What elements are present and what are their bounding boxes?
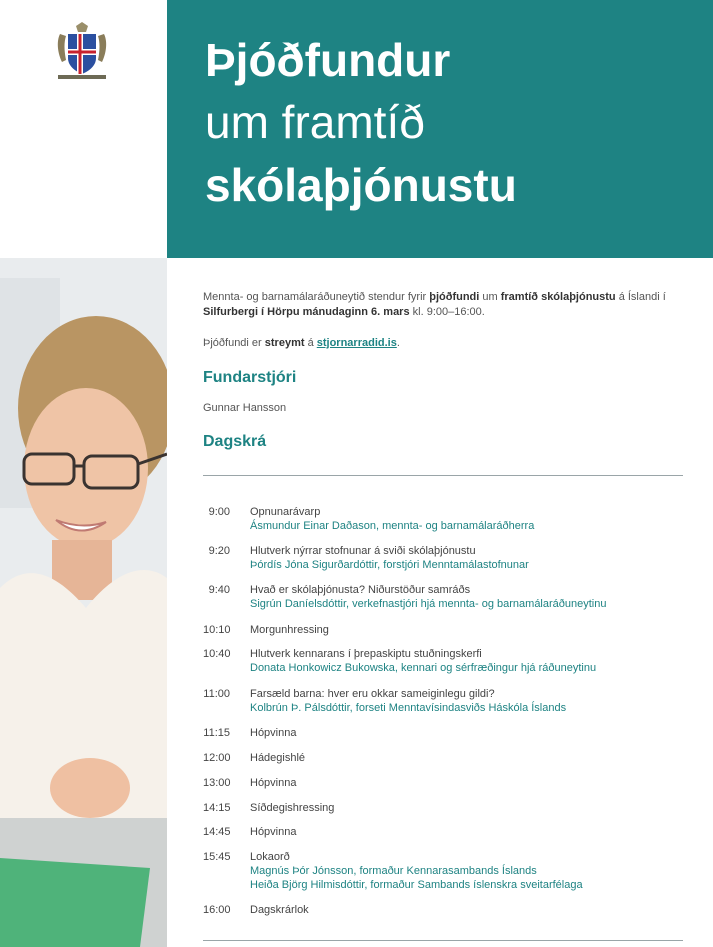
title-line-3: skólaþjónustu	[205, 159, 517, 211]
intro-paragraph-1	[203, 290, 683, 320]
intro-text-segment: kl. 9:00–16:00.	[409, 306, 485, 318]
agenda-time: 10:40	[203, 648, 231, 660]
main-content	[203, 290, 683, 916]
intro-text-segment: Þjóðfundi er	[203, 337, 265, 349]
agenda-title: Hópvinna	[250, 826, 297, 838]
intro-bold-segment: þjóðfundi	[429, 291, 480, 303]
agenda-time: 9:20	[208, 545, 230, 557]
agenda-title: Hópvinna	[250, 727, 297, 739]
agenda-title: Dagskrárlok	[250, 904, 309, 916]
agenda-time: 14:15	[203, 802, 231, 814]
agenda-speaker: Donata Honkowicz Bukowska, kennari og sérfræðingur hjá ráðuneytinu	[250, 662, 597, 674]
agenda-heading: Dagskrá	[203, 433, 267, 450]
agenda-time: 14:45	[203, 826, 231, 838]
title-line-1: Þjóðfundur	[205, 34, 451, 86]
title-line-2: um framtíð	[205, 96, 425, 148]
moderator-name: Gunnar Hansson	[203, 402, 287, 414]
agenda-speaker: Magnús Þór Jónsson, formaður Kennarasambands Íslands	[250, 865, 537, 877]
agenda-time: 10:10	[203, 624, 231, 636]
stjornarradid-link[interactable]: stjornarradid.is	[316, 337, 397, 349]
coat-of-arms-logo	[52, 20, 112, 84]
agenda-speaker: Sigrún Daníelsdóttir, verkefnastjóri hjá mennta- og barnamálaráðuneytinu	[250, 598, 607, 610]
moderator-heading: Fundarstjóri	[203, 369, 297, 386]
agenda-title: Morgunhressing	[250, 624, 329, 636]
intro-bold-segment: framtíð skólaþjónustu	[500, 291, 616, 303]
agenda-time: 11:15	[203, 727, 230, 739]
intro-text-segment: á Íslandi í	[615, 291, 666, 303]
agenda-title: Hádegishlé	[250, 752, 306, 764]
intro-text	[203, 290, 683, 351]
agenda-speaker: Kolbrún Þ. Pálsdóttir, forseti Menntavísindasviðs Háskóla Íslands	[250, 702, 567, 714]
intro-bold-segment: Silfurbergi í Hörpu mánudaginn 6. mars	[203, 306, 410, 318]
agenda-title: Opnunarávarp	[250, 506, 321, 518]
agenda-title: Síðdegishressing	[250, 802, 335, 814]
intro-text-segment: .	[396, 337, 400, 349]
agenda-title: Hlutverk nýrrar stofnunar á sviði skólaþjónustu	[250, 545, 476, 557]
agenda-time: 9:00	[208, 506, 230, 518]
agenda-time: 13:00	[203, 777, 231, 789]
agenda-speaker: Heiða Björg Hilmisdóttir, formaður Sambands íslenskra sveitarfélaga	[250, 879, 583, 891]
agenda-title: Lokaorð	[250, 851, 290, 863]
intro-text-segment: um	[479, 291, 501, 303]
agenda-speaker: Ásmundur Einar Daðason, mennta- og barnamálaráðherra	[250, 520, 535, 532]
agenda-time: 12:00	[203, 752, 231, 764]
divider	[203, 475, 683, 476]
agenda-title: Hópvinna	[250, 777, 297, 789]
intro-text-segment: Mennta- og barnamálaráðuneytið stendur fyrir	[203, 291, 430, 303]
divider	[203, 940, 683, 941]
agenda-title: Hvað er skólaþjónusta? Niðurstöður samráðs	[250, 584, 471, 596]
header-banner	[167, 0, 713, 258]
agenda-time: 11:00	[203, 688, 230, 700]
agenda-speaker: Þórdís Jóna Sigurðardóttir, forstjóri Menntamálastofnunar	[250, 559, 529, 571]
intro-text-segment: á	[304, 337, 317, 349]
agenda-time: 16:00	[203, 904, 231, 916]
agenda-time: 15:45	[203, 851, 231, 863]
agenda-time: 9:40	[208, 584, 230, 596]
agenda-title: Farsæld barna: hver eru okkar sameiginlegu gildi?	[250, 688, 495, 700]
agenda-title: Hlutverk kennarans í þrepaskiptu stuðningskerfi	[250, 648, 482, 660]
photo-woman-smiling	[0, 258, 167, 947]
intro-bold-segment: streymt	[264, 337, 305, 349]
intro-paragraph-2	[203, 336, 683, 351]
